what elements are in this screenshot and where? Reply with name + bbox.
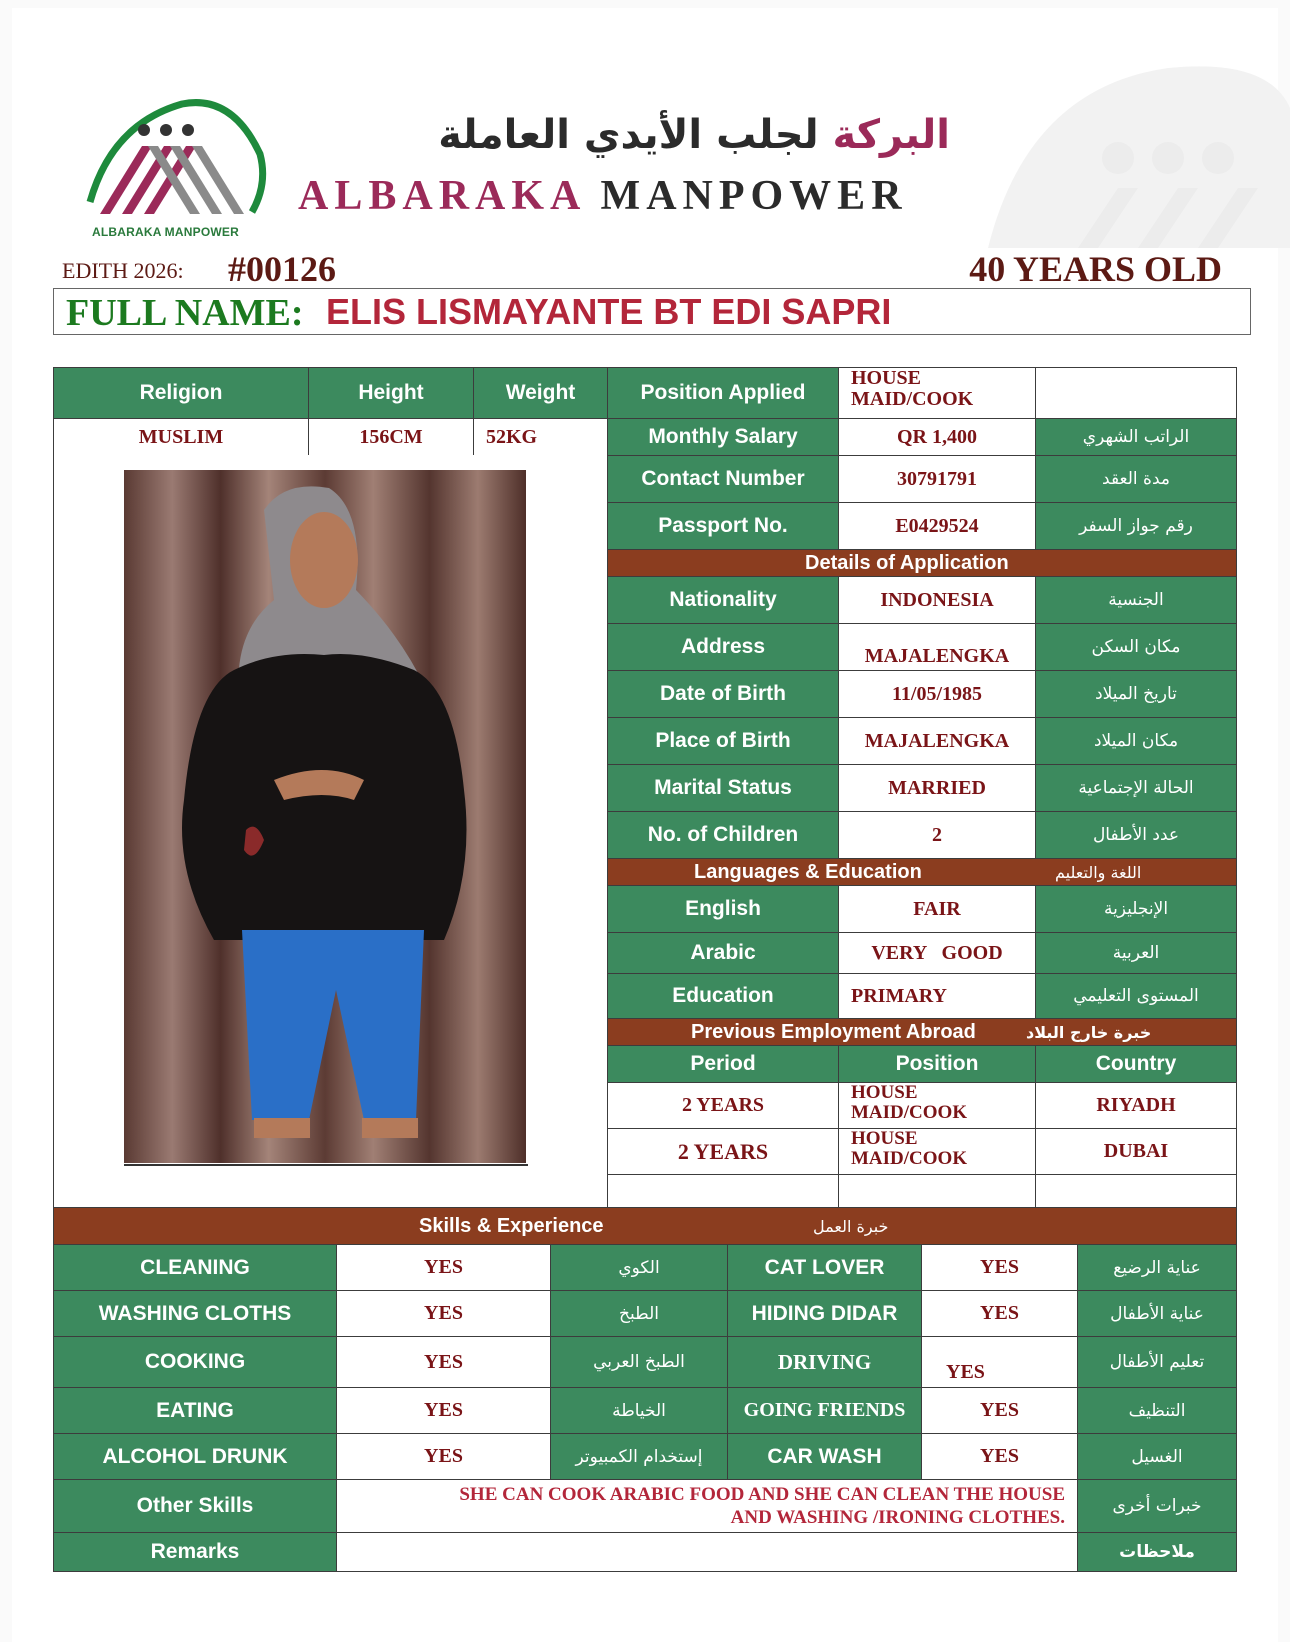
address-label: Address bbox=[607, 623, 839, 671]
marital-status-label: Marital Status bbox=[607, 764, 839, 812]
remarks-value bbox=[336, 1532, 1078, 1572]
photo-underline bbox=[124, 1164, 528, 1166]
employment-position-2-line-2: MAID/COOK bbox=[851, 1148, 968, 1169]
employment-heading-arabic: خبرة خارج البلاد bbox=[1026, 1023, 1152, 1042]
details-heading-bar bbox=[607, 549, 1237, 577]
employment-position-2-line-1: HOUSE bbox=[851, 1128, 918, 1149]
employment-position-1 bbox=[838, 1082, 1036, 1129]
english-name-rest: MANPOWER bbox=[600, 173, 908, 219]
arabic-value: VERY GOOD bbox=[838, 932, 1036, 974]
marital-status-arabic: الحالة الإجتماعية bbox=[1035, 764, 1237, 812]
position-line-1: HOUSE bbox=[851, 367, 922, 389]
candidate-photo bbox=[124, 470, 526, 1163]
dob-value: 11/05/1985 bbox=[838, 670, 1036, 718]
employment-position-1-line-1: HOUSE bbox=[851, 1082, 918, 1103]
skill-washing-value: YES bbox=[336, 1290, 551, 1337]
address-arabic: مكان السكن bbox=[1035, 623, 1237, 671]
education-arabic: المستوى التعليمي bbox=[1035, 973, 1237, 1019]
employment-heading-bar bbox=[607, 1018, 1237, 1046]
monthly-salary-value: QR 1,400 bbox=[838, 418, 1036, 456]
marital-status-value: MARRIED bbox=[838, 764, 1036, 812]
arabic-label: Arabic bbox=[607, 932, 839, 974]
skills-heading-bar bbox=[53, 1207, 1237, 1245]
nationality-value: INDONESIA bbox=[838, 576, 1036, 624]
skill-cat-lover-label: CAT LOVER bbox=[727, 1244, 922, 1291]
skill-ironing-arabic: الكوي bbox=[550, 1244, 728, 1291]
passport-arabic: رقم جواز السفر bbox=[1035, 502, 1237, 550]
skill-driving-value: YES bbox=[921, 1336, 1078, 1388]
height-value: 156CM bbox=[308, 418, 474, 456]
skill-going-friends-value: YES bbox=[921, 1387, 1078, 1434]
position-line-2: MAID/COOK bbox=[851, 388, 974, 410]
skill-child-teaching-arabic: تعليم الأطفال bbox=[1077, 1336, 1237, 1388]
education-value: PRIMARY bbox=[838, 973, 1036, 1019]
contact-number-label: Contact Number bbox=[607, 455, 839, 503]
other-skills-value bbox=[336, 1479, 1078, 1533]
employment-heading: Previous Employment Abroad bbox=[691, 1021, 976, 1043]
nationality-arabic: الجنسية bbox=[1035, 576, 1237, 624]
skill-eating-label: EATING bbox=[53, 1387, 337, 1434]
skill-hiding-didar-label: HIDING DIDAR bbox=[727, 1290, 922, 1337]
reference-number: #00126 bbox=[228, 249, 336, 289]
skill-driving-label: DRIVING bbox=[727, 1336, 922, 1388]
arabic-name-accent: البركة bbox=[832, 112, 950, 158]
employment-empty-period bbox=[607, 1174, 839, 1208]
full-name-label: FULL NAME: bbox=[66, 292, 304, 334]
other-skills-line-1: SHE CAN COOK ARABIC FOOD AND SHE CAN CLEAN THE HOUSE bbox=[459, 1484, 1065, 1505]
skill-alcohol-label: ALCOHOL DRUNK bbox=[53, 1433, 337, 1480]
skill-cooking-label: COOKING bbox=[53, 1336, 337, 1388]
logo-caption: ALBARAKA MANPOWER bbox=[92, 225, 239, 239]
english-label: English bbox=[607, 885, 839, 933]
skill-alcohol-value: YES bbox=[336, 1433, 551, 1480]
skill-computer-arabic: إستخدام الكمبيوتر bbox=[550, 1433, 728, 1480]
education-label: Education bbox=[607, 973, 839, 1019]
dob-arabic: تاريخ الميلاد bbox=[1035, 670, 1237, 718]
dob-label: Date of Birth bbox=[607, 670, 839, 718]
employment-position-2 bbox=[838, 1128, 1036, 1175]
albaraka-logo bbox=[82, 84, 272, 240]
passport-label: Passport No. bbox=[607, 502, 839, 550]
skills-heading-arabic: خبرة العمل bbox=[813, 1217, 889, 1236]
watermark-logo bbox=[968, 48, 1290, 248]
english-arabic: الإنجليزية bbox=[1035, 885, 1237, 933]
religion-header: Religion bbox=[53, 367, 309, 419]
age-text: 40 YEARS OLD bbox=[969, 249, 1222, 289]
children-arabic: عدد الأطفال bbox=[1035, 811, 1237, 859]
religion-value: MUSLIM bbox=[53, 418, 309, 456]
skill-washing-label: WASHING CLOTHS bbox=[53, 1290, 337, 1337]
employment-country-2: DUBAI bbox=[1035, 1128, 1237, 1175]
skill-cleaning-arabic: التنظيف bbox=[1077, 1387, 1237, 1434]
remarks-arabic: ملاحظات bbox=[1077, 1532, 1237, 1572]
position-applied-label: Position Applied bbox=[607, 367, 839, 419]
employment-period-2: 2 YEARS bbox=[607, 1128, 839, 1175]
remarks-label: Remarks bbox=[53, 1532, 337, 1572]
place-of-birth-arabic: مكان الميلاد bbox=[1035, 717, 1237, 765]
skill-hiding-didar-value: YES bbox=[921, 1290, 1078, 1337]
address-value: MAJALENGKA bbox=[838, 623, 1036, 671]
skill-arabic-cooking-arabic: الطبخ العربي bbox=[550, 1336, 728, 1388]
place-of-birth-label: Place of Birth bbox=[607, 717, 839, 765]
other-skills-line-2: AND WASHING /IRONING CLOTHES. bbox=[730, 1507, 1065, 1528]
employment-country-1: RIYADH bbox=[1035, 1082, 1237, 1129]
skill-cooking-arabic: الطبخ bbox=[550, 1290, 728, 1337]
skill-laundry-arabic: الغسيل bbox=[1077, 1433, 1237, 1480]
contact-number-arabic: مدة العقد bbox=[1035, 455, 1237, 503]
skill-going-friends-label: GOING FRIENDS bbox=[727, 1387, 922, 1434]
employment-position-1-line-2: MAID/COOK bbox=[851, 1102, 968, 1123]
full-name-box bbox=[53, 288, 1251, 335]
height-header: Height bbox=[308, 367, 474, 419]
passport-value: E0429524 bbox=[838, 502, 1036, 550]
contact-number-value: 30791791 bbox=[838, 455, 1036, 503]
arabic-company-name bbox=[296, 112, 950, 158]
details-heading: Details of Application bbox=[805, 552, 1009, 574]
nationality-label: Nationality bbox=[607, 576, 839, 624]
languages-heading-arabic: اللغة والتعليم bbox=[1055, 863, 1142, 882]
edition-label: EDITH 2026: bbox=[62, 258, 184, 283]
skill-cleaning-value: YES bbox=[336, 1244, 551, 1291]
languages-heading-bar bbox=[607, 858, 1237, 886]
full-name-value: ELIS LISMAYANTE BT EDI SAPRI bbox=[326, 291, 892, 332]
children-value: 2 bbox=[838, 811, 1036, 859]
skill-cat-lover-value: YES bbox=[921, 1244, 1078, 1291]
arabic-name-rest: لجلب الأيدي العاملة bbox=[438, 112, 819, 158]
skill-baby-care-arabic: عناية الرضيع bbox=[1077, 1244, 1237, 1291]
country-header: Country bbox=[1035, 1045, 1237, 1083]
languages-heading: Languages & Education bbox=[694, 861, 922, 883]
position-header: Position bbox=[838, 1045, 1036, 1083]
period-header: Period bbox=[607, 1045, 839, 1083]
english-value: FAIR bbox=[838, 885, 1036, 933]
place-of-birth-value: MAJALENGKA bbox=[838, 717, 1036, 765]
arabic-arabic: العربية bbox=[1035, 932, 1237, 974]
skill-cleaning-label: CLEANING bbox=[53, 1244, 337, 1291]
employment-empty-position bbox=[838, 1174, 1036, 1208]
employment-period-1: 2 YEARS bbox=[607, 1082, 839, 1129]
other-skills-arabic: خبرات أخرى bbox=[1077, 1479, 1237, 1533]
skill-sewing-arabic: الخياطة bbox=[550, 1387, 728, 1434]
position-applied-arabic bbox=[1035, 367, 1237, 419]
skill-car-wash-value: YES bbox=[921, 1433, 1078, 1480]
weight-value: 52KG bbox=[473, 418, 608, 456]
children-label: No. of Children bbox=[607, 811, 839, 859]
skill-car-wash-label: CAR WASH bbox=[727, 1433, 922, 1480]
monthly-salary-arabic: الراتب الشهري bbox=[1035, 418, 1237, 456]
skill-cooking-value: YES bbox=[336, 1336, 551, 1388]
monthly-salary-label: Monthly Salary bbox=[607, 418, 839, 456]
position-applied-value bbox=[838, 367, 1036, 419]
english-company-name bbox=[298, 172, 908, 220]
skill-child-care-arabic: عناية الأطفال bbox=[1077, 1290, 1237, 1337]
employment-empty-country bbox=[1035, 1174, 1237, 1208]
english-name-accent: ALBARAKA bbox=[298, 173, 585, 219]
weight-header: Weight bbox=[473, 367, 608, 419]
other-skills-label: Other Skills bbox=[53, 1479, 337, 1533]
skill-eating-value: YES bbox=[336, 1387, 551, 1434]
skills-heading: Skills & Experience bbox=[419, 1215, 604, 1237]
